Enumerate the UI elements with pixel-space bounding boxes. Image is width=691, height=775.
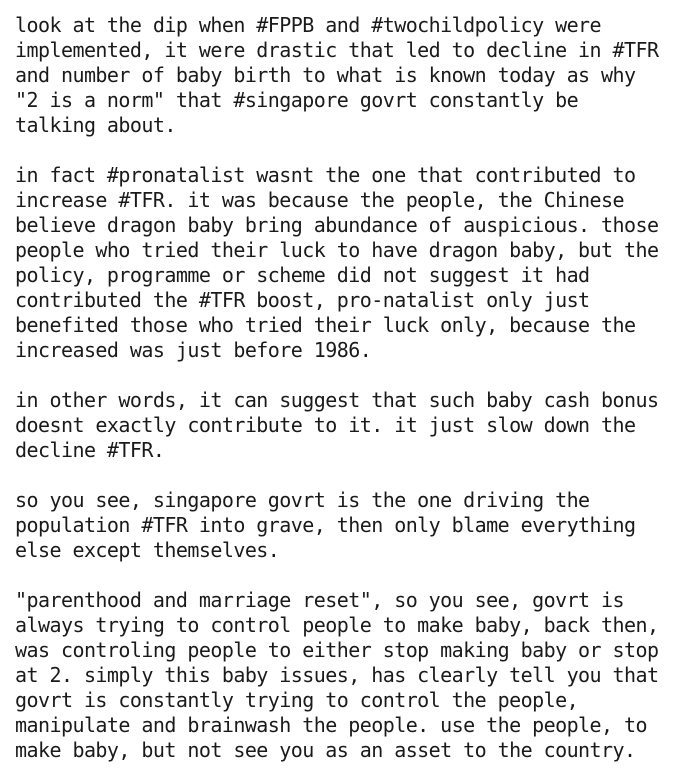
paragraph-1 (15, 13, 691, 138)
text-line: and number of baby birth to what is known today as why (15, 63, 636, 87)
text-line: govrt is constantly trying to control the people, (15, 688, 579, 712)
text-line: population #TFR into grave, then only blame everything (15, 513, 636, 537)
text-line: people who tried their luck to have dragon baby, but the (15, 238, 659, 262)
text-line: look at the dip when #FPPB and #twochildpolicy were (15, 13, 602, 37)
text-line: always trying to control people to make baby, back then, (15, 613, 659, 637)
text-line: "2 is a norm" that #singapore govrt constantly be (15, 88, 579, 112)
text-line: implemented, it were drastic that led to decline in #TFR (15, 38, 659, 62)
text-line: contributed the #TFR boost, pro-natalist only just (15, 288, 590, 312)
text-line: in fact #pronatalist wasnt the one that contributed to (15, 163, 636, 187)
text-line: make baby, but not see you as an asset to the country. (15, 738, 636, 762)
text-line: believe dragon baby bring abundance of auspicious. those (15, 213, 659, 237)
text-line: increase #TFR. it was because the people, the Chinese (15, 188, 625, 212)
document-body (15, 13, 691, 763)
paragraph-4 (15, 488, 691, 563)
text-line: policy, programme or scheme did not suggest it had (15, 263, 590, 287)
text-line: benefited those who tried their luck only, because the (15, 313, 636, 337)
text-line: decline #TFR. (15, 438, 165, 462)
paragraph-2 (15, 163, 691, 363)
text-line: talking about. (15, 113, 176, 137)
text-line: doesnt exactly contribute to it. it just slow down the (15, 413, 636, 437)
text-line: increased was just before 1986. (15, 338, 372, 362)
text-line: in other words, it can suggest that such baby cash bonus (15, 388, 659, 412)
text-line: so you see, singapore govrt is the one driving the (15, 488, 590, 512)
text-line: was controling people to either stop making baby or stop (15, 638, 659, 662)
paragraph-5 (15, 588, 691, 763)
text-line: at 2. simply this baby issues, has clearly tell you that (15, 663, 659, 687)
text-line: else except themselves. (15, 538, 280, 562)
text-line: "parenthood and marriage reset", so you see, govrt is (15, 588, 625, 612)
paragraph-3 (15, 388, 691, 463)
text-line: manipulate and brainwash the people. use the people, to (15, 713, 648, 737)
